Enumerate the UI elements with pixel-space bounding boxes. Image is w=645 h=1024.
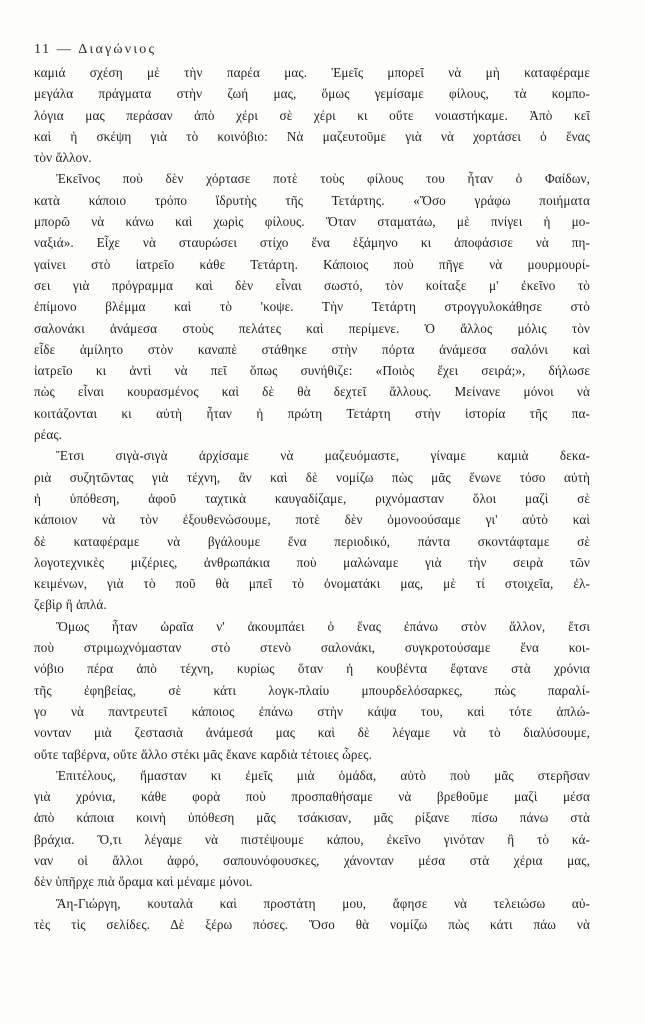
paragraph [34, 62, 590, 168]
text-line: κατὰ κάποιο τρόπο ἵδρυτὴς τῆς Τετάρτης. «Ὅσο γράφω ποιήματα [34, 192, 590, 208]
running-title: Διαγώνιος [78, 42, 157, 57]
paragraph [34, 765, 590, 893]
text-line: κοιτάζονται κι αὐτὴ ἦταν ἡ πρώτη Τετάρτη στὴν ἱστορία τῆς πα- [34, 405, 590, 421]
text-line: καμιά σχέση μὲ τὴν παρέα μας. Ἐμεῖς μπορεῖ νὰ μὴ καταφέραμε [34, 65, 590, 80]
paragraph [34, 168, 590, 445]
paragraph [34, 616, 590, 765]
text-line: λογοτεχνικὲς μιζέριες, ἀνθρωπάκια ποὺ μαλώναμε γιὰ τὴν σειρὰ τῶν [34, 554, 590, 570]
text-line: εἶδε ἀμίλητο στὸν καναπὲ στάθηκε στὴν πόρτα ἀνάμεσα σαλόνι καὶ [34, 341, 590, 357]
text-line: γο νὰ παντρευτεῖ κάποιος ἐπάνω στὴν κάψα του, καὶ τότε ἁπλώ- [34, 703, 590, 719]
text-line: τὸν ἄλλον. [34, 150, 92, 166]
text-line: οὔτε ταβέρνα, οὔτε ἄλλο στέκι μᾶς ἔκανε καρδιὰ τέτοιες ὧρες. [34, 746, 372, 762]
paragraph [34, 893, 590, 936]
text-line: Ἅη-Γιώργη, κουταλὰ καὶ προστάτη μου, ἄφησε νὰ τελειώσω αὐ- [56, 895, 590, 911]
text-line: νόβιο πέρα ἀπὸ τέχνη, κυρίως ὅταν ἡ κουβέντα ἔφτανε στὰ χρόνια [34, 661, 590, 677]
text-line: ριὰ συζητῶντας γιὰ τέχνη, ἂν καὶ δὲ νομίζω πὼς μᾶς ἕνωνε τόσο αὐτὴ [34, 469, 590, 485]
text-line: Ἔτσι σιγὰ-σιγὰ ἀρχίσαμε νὰ μαζευόμαστε, γίναμε καμιὰ δεκα- [56, 448, 590, 464]
text-line: Ὅμως ἦταν ὡραῖα ν' ἀκουμπάει ὁ ἕνας ἐπάνω στὸν ἄλλον, ἔτσι [56, 618, 590, 634]
text-line: μεγάλα πράγματα στὴν ζωή μας, ὅμως γεμίσαμε φίλους, τὰ κομπο- [34, 86, 590, 102]
text-line: ἐπίμονο βλέμμα καὶ τὸ 'κοψε. Τὴν Τετάρτη στρογγυλοκάθησε στὸ [34, 299, 590, 315]
text-line: μπορῶ νὰ κάνω καὶ χωρὶς φίλους. Ὅταν σταματάω, μὲ πνίγει ἡ μο- [34, 214, 590, 230]
text-line: πὼς εἶναι κουρασμένος καὶ δὲ θὰ δεχτεῖ ἄλλους. Μείνανε μόνοι νὰ [34, 384, 590, 400]
text-line: καὶ ἡ σκέψη γιὰ τὸ κοινόβιο: Νὰ μαζευτοῦμε γιὰ νὰ χορτάσει ὁ ἕνας [34, 128, 590, 144]
text-line: ζεβὶρ ἢ ἁπλά. [34, 597, 107, 613]
text-line: τῆς ἐφηβείας, σὲ κάτι λογκ-πλαίυ μπουρδελόσαρκες, πὼς παραλί- [34, 682, 590, 698]
text-line: ναξιά». Εἶχε νὰ σταυρώσει στίχο ἕνα ἑξάμηνο κι ἀποφάσισε νὰ πη- [34, 235, 590, 251]
text-line: ποὺ στριμωχνόμασταν στὸ στενὸ σαλονάκι, συγκροτούσαμε ἕνα κοι- [34, 640, 590, 656]
paragraph [34, 445, 590, 615]
header-separator: — [56, 42, 73, 57]
text-line: Ἐπιτέλους, ἤμασταν κι ἐμεῖς μιὰ ὁμάδα, αὐτὸ ποὺ μᾶς στερῆσαν [56, 767, 590, 783]
text-line: λόγια μας περάσαν ἀπὸ χέρι σὲ χέρι κι οὔτε νοιαστήκαμε. Ἀπὸ κεῖ [34, 107, 590, 123]
text-line: σαλονάκι ἀνάμεσα στοὺς πελάτες καὶ περίμενε. Ὁ ἄλλος μόλις τὸν [34, 320, 590, 336]
text-line: κάποιον νὰ τὸν ἐξουθενώσουμε, ποτὲ δὲν ὁμονοούσαμε γι' αὐτὸ καὶ [34, 512, 590, 528]
text-line: γαίνει στὸ ἰατρεῖο κάθε Τετάρτη. Κάποιος ποὺ πῆγε νὰ μουρμουρί- [34, 256, 590, 272]
text-line: δὲν ὑπῆρχε πιὰ ὅραμα καὶ μέναμε μόνοι. [34, 874, 253, 890]
body-text [34, 62, 590, 935]
text-line: Ἐκεῖνος ποὺ δὲν χόρτασε ποτὲ τοὺς φίλους του ἦταν ὁ Φαίδων, [56, 171, 590, 187]
text-line: ρέας. [34, 427, 63, 443]
page-number: 11 [34, 42, 51, 57]
text-line: κειμένων, γιὰ τὸ ποῦ θὰ μπεῖ τὸ ὀνοματάκι μας, μὲ τί στοιχεῖα, ἐλ- [34, 576, 590, 592]
text-line: ἀπὸ κάποια κοινὴ ὑπόθεση μᾶς τσάκισαν, μᾶς ρίξανε πίσω πάνω στὰ [34, 810, 590, 826]
running-head [34, 42, 156, 58]
text-line: νονταν μιὰ ζεστασιὰ ἀνάμεσά μας καὶ δὲ λέγαμε νὰ τὸ διαλύσουμε, [34, 725, 590, 741]
text-line: ἡ ὑπόθεση, ἀφοῦ ταχτικὰ καυγαδίζαμε, ριχνόμασταν ὅλοι μαζὶ σὲ [34, 490, 590, 506]
text-line: δὲ καταφέραμε νὰ βγάλουμε ἕνα περιοδικό, πάντα σκοντάφταμε σὲ [34, 533, 590, 549]
text-line: γιὰ χρόνια, κάθε φορὰ ποὺ προσπαθήσαμε νὰ βρεθοῦμε μαζὶ μέσα [34, 789, 590, 805]
text-line: ναν οἱ ἄλλοι ἀφρό, σαπουνόφουσκες, χάνονταν μέσα στὰ χέρια μας, [34, 852, 590, 868]
text-line: τὲς τὶς σελίδες. Δὲ ξέρω πόσες. Ὅσο θὰ νομίζω πὼς κάτι πάω νὰ [34, 916, 590, 932]
text-line: ἰατρεῖο κι ἀντὶ νὰ πεῖ ὅπως συνήθιζε: «Ποιὸς ἔχει σειρά;», δήλωσε [34, 363, 590, 379]
text-line: βράχια. Ὅ,τι λέγαμε νὰ πιστέψουμε κάπου, ἐκεῖνο γινόταν ἢ τὸ κά- [34, 831, 590, 847]
text-line: σει γιὰ πρόγραμμα καὶ δὲν εἶναι σωστό, τὸν κοίταξε μ' ἐκεῖνο τὸ [34, 277, 590, 293]
